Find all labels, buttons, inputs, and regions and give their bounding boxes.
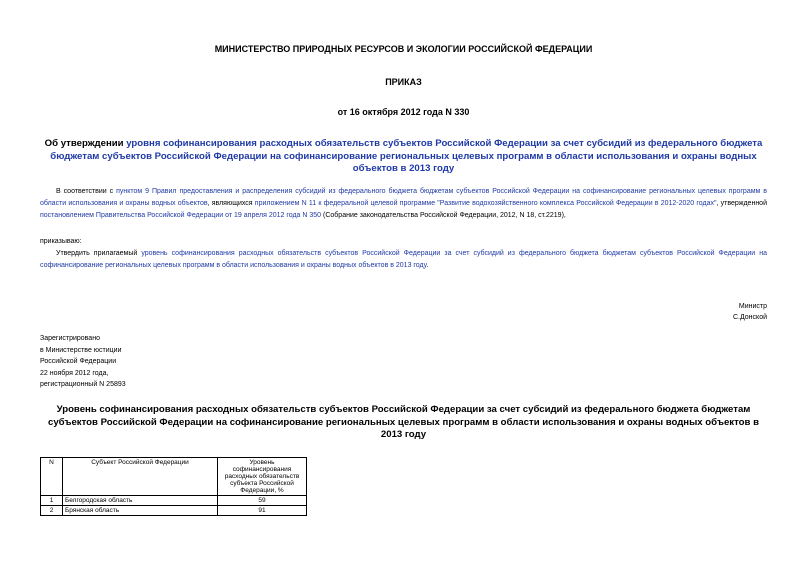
row-level: 59	[218, 496, 307, 506]
registration-line: регистрационный N 25893	[40, 381, 126, 388]
rules-link[interactable]: пунктом 9 Правил предоставления и распределения субсидий из федерального бюджета бюджетам субъектов Российской Федерации на софинансирование региональных целевых программ в области использования и охраны водных объектов	[40, 188, 767, 207]
row-number: 1	[41, 496, 63, 506]
preamble-text-2: , являющихся	[207, 200, 255, 207]
signature-block	[733, 301, 767, 323]
column-header-number: N	[41, 458, 63, 496]
ministry-heading: МИНИСТЕРСТВО ПРИРОДНЫХ РЕСУРСОВ И ЭКОЛОГИИ РОССИЙСКОЙ ФЕДЕРАЦИИ	[214, 44, 593, 54]
annex-title: Уровень софинансирования расходных обязательств субъектов Российской Федерации за счет субсидий из федерального бюджета бюджетам субъектов Российской Федерации на софинансирование региональных целевых программ в области использования и охраны водных объектов в 2013 году	[48, 404, 759, 440]
signature-name: С.Донской	[732, 314, 767, 321]
registration-line: 22 ноября 2012 года,	[40, 369, 109, 377]
doc-type-heading: ПРИКАЗ	[385, 77, 422, 87]
table-header-row	[41, 458, 307, 496]
registration-block	[40, 333, 126, 391]
table-row	[41, 506, 307, 516]
order-paragraph	[40, 248, 767, 272]
title-prefix: Об утверждении	[44, 138, 127, 149]
annex-level-link[interactable]: уровень софинансирования расходных обязательств субъектов Российской Федерации за счет субсидий из федерального бюджета бюджетам субъектов Российской Федерации на софинансирование региональных целевых программ в области использования и охраны водных объектов в 2013 году	[40, 250, 767, 269]
row-subject: Белгородская область	[63, 496, 218, 506]
preamble-text-4: (Собрание законодательства Российской Федерации, 2012, N 18, ст.2219),	[321, 212, 566, 219]
government-decree-link[interactable]: постановлением Правительства Российской Федерации от 19 апреля 2012 года N 350	[40, 212, 322, 219]
registration-line: в Министерстве юстиции	[40, 346, 122, 354]
preamble-paragraph	[40, 186, 767, 222]
table-row	[41, 496, 307, 506]
order-text-1: Утвердить прилагаемый	[56, 250, 142, 257]
row-number: 2	[41, 506, 63, 516]
order-word: приказываю:	[40, 238, 82, 245]
date-number-heading: от 16 октября 2012 года N 330	[337, 107, 470, 117]
column-header-subject: Субъект Российской Федерации	[63, 458, 218, 496]
title-link[interactable]: уровня софинансирования расходных обязательств субъектов Российской Федерации за счет субсидий из федерального бюджета бюджетам субъектов Российской Федерации на софинансирование региональных целевых программ в области использования и охраны водных объектов в 2013 году	[50, 138, 763, 174]
preamble-text-3: , утвержденной	[716, 200, 767, 207]
signature-position: Министр	[738, 303, 767, 310]
document-title	[40, 138, 767, 176]
registration-line: Российской Федерации	[40, 358, 117, 365]
column-header-level: Уровень софинансирования расходных обязательств субъекта Российской Федерации, %	[218, 458, 307, 496]
annex-11-link[interactable]: приложением N 11 к федеральной целевой программе "Развитие водохозяйственного комплекса Российской Федерации в 2012-2020 годах"	[254, 200, 717, 207]
preamble-text-1: В соответствии с	[56, 188, 117, 195]
order-text-2: .	[426, 262, 429, 269]
registration-line: Зарегистрировано	[40, 335, 100, 342]
cofinancing-table	[40, 457, 307, 516]
row-level: 91	[218, 506, 307, 516]
row-subject: Брянская область	[63, 506, 218, 516]
